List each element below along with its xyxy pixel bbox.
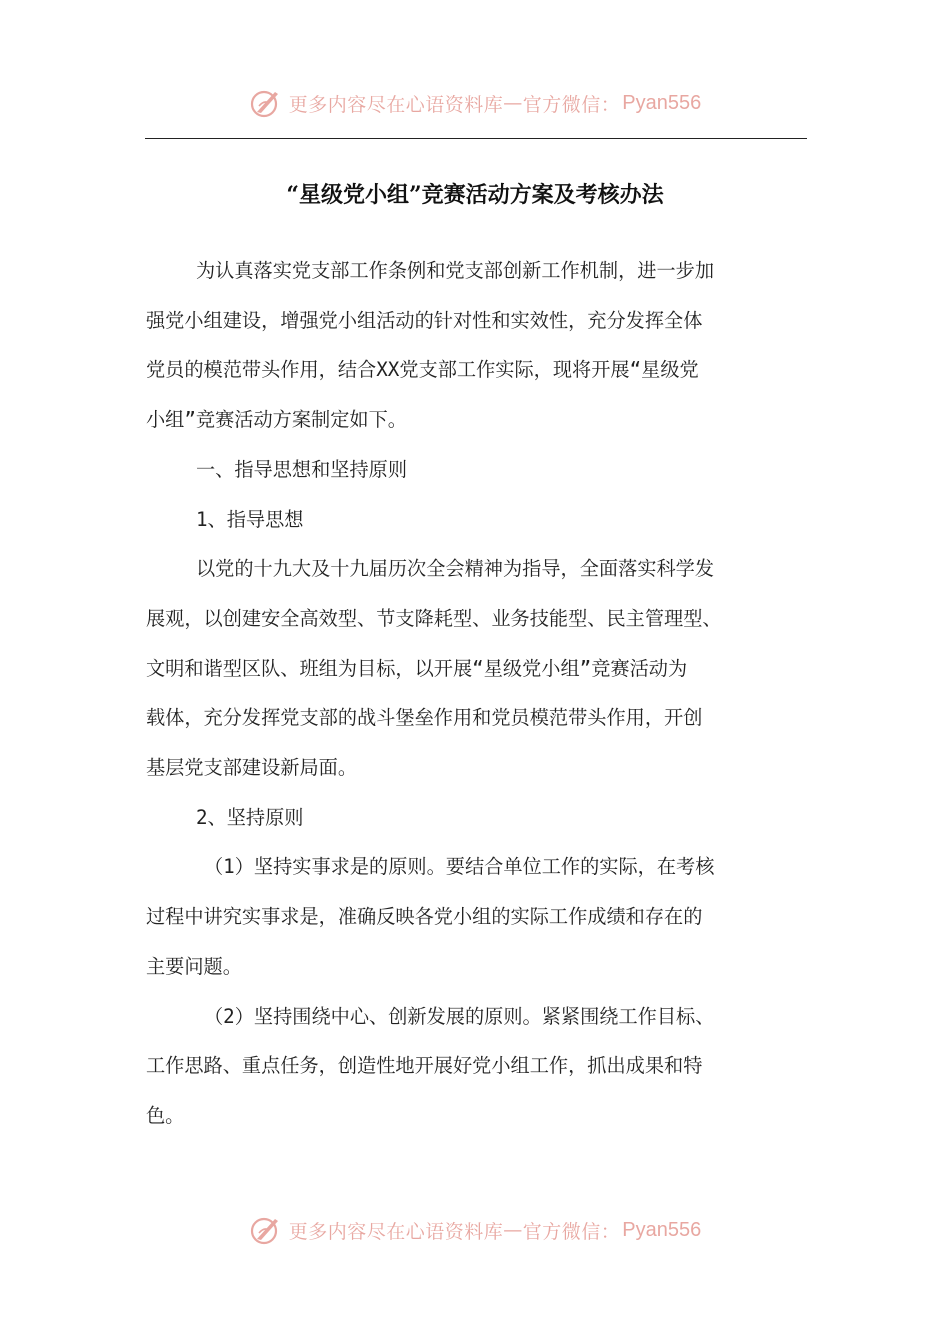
footer-watermark xyxy=(0,1205,950,1255)
watermark-official-text: 官方微信： xyxy=(522,1220,621,1243)
body-line: 色。 xyxy=(146,1103,185,1127)
body-line: （1）坚持实事求是的原则。要结合单位工作的实际，在考核 xyxy=(204,855,715,879)
body-line: 载体，充分发挥党支部的战斗堡垒作用和党员模范带头作用，开创 xyxy=(146,706,703,730)
header-watermark xyxy=(0,78,950,128)
header-divider xyxy=(145,138,807,139)
watermark-brand-text: 更多内容尽在心语资料库 xyxy=(288,93,504,116)
body-line: 展观，以创建安全高效型、节支降耗型、业务技能型、民主管理型、 xyxy=(146,606,722,630)
watermark-wechat-id: Pyan556 xyxy=(622,1218,702,1241)
body-line: 过程中讲究实事求是，准确反映各党小组的实际工作成绩和存在的 xyxy=(146,905,703,929)
document-body xyxy=(146,246,810,1141)
body-line: 为认真落实党支部工作条例和党支部创新工作机制，进一步加 xyxy=(196,259,715,282)
body-line: 基层党支部建设新局面。 xyxy=(146,756,358,780)
body-line: 强党小组建设，增强党小组活动的针对性和实效性，充分发挥全体 xyxy=(146,308,703,332)
body-line: 党员的模范带头作用，结合XX党支部工作实际，现将开展“星级党 xyxy=(146,358,699,382)
body-line: 小组”竞赛活动方案制定如下。 xyxy=(146,408,407,432)
subsection-heading: 1、指导思想 xyxy=(196,507,304,531)
watermark-brand-text: 更多内容尽在心语资料库 xyxy=(288,1220,504,1243)
watermark-dash: — xyxy=(503,1219,523,1241)
body-line: 文明和谐型区队、班组为目标，以开展“星级党小组”竞赛活动为 xyxy=(146,656,688,680)
watermark-wechat-id: Pyan556 xyxy=(622,91,702,114)
body-line: （2）坚持围绕中心、创新发展的原则。紧紧围绕工作目标、 xyxy=(204,1004,715,1028)
subsection-heading: 2、坚持原则 xyxy=(196,805,304,829)
body-line: 工作思路、重点任务，创造性地开展好党小组工作，抓出成果和特 xyxy=(146,1054,703,1078)
body-line: 主要问题。 xyxy=(146,954,242,978)
document-title: “星级党小组”竞赛活动方案及考核办法 xyxy=(286,182,664,208)
section-heading: 一、指导思想和坚持原则 xyxy=(196,457,408,481)
watermark-official-text: 官方微信： xyxy=(522,93,621,116)
watermark-dash: — xyxy=(503,92,523,114)
body-line: 以党的十九大及十九届历次全会精神为指导，全面落实科学发 xyxy=(196,557,715,581)
quill-circle-logo-icon xyxy=(249,86,283,120)
quill-circle-logo-icon xyxy=(249,1213,283,1247)
